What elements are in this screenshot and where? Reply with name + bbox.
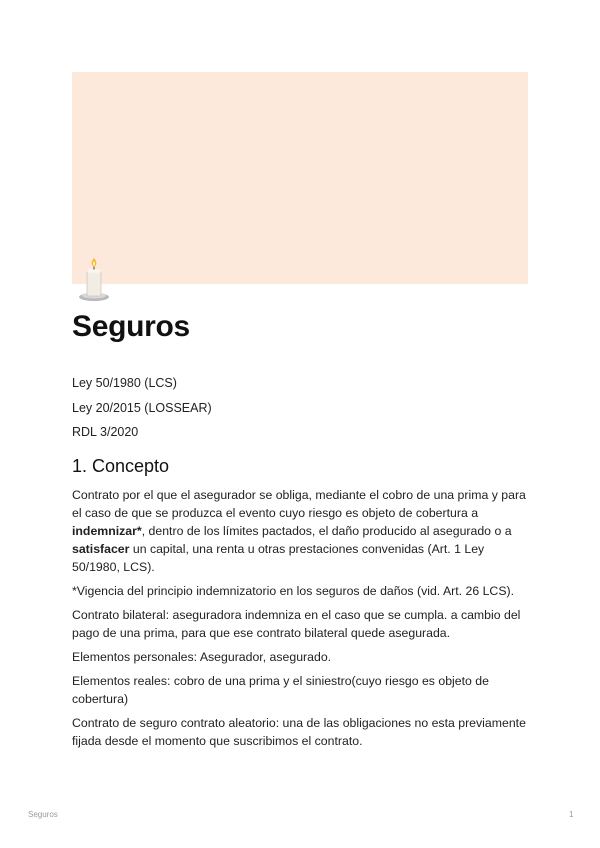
page-title: Seguros	[72, 310, 190, 343]
page-number: 1	[569, 810, 574, 819]
law-item: RDL 3/2020	[72, 425, 139, 439]
laws-list	[72, 374, 212, 448]
paragraph-aleatory: Contrato de seguro contrato aleatorio: una de las obligaciones no esta previamente fijada desde el momento que suscribimos el contrato.	[72, 716, 526, 748]
section-body	[72, 486, 532, 756]
candle-icon	[76, 256, 112, 302]
section-heading: 1. Concepto	[72, 456, 170, 476]
footer-label: Seguros	[28, 810, 58, 819]
cover-banner	[72, 72, 528, 284]
law-item: Ley 20/2015 (LOSSEAR)	[72, 400, 212, 415]
paragraph-real-elements: Elementos reales: cobro de una prima y el siniestro(cuyo riesgo es objeto de cobertura)	[72, 674, 489, 706]
paragraph-footnote: *Vigencia del principio indemnizatorio en los seguros de daños (vid. Art. 26 LCS).	[72, 584, 515, 598]
paragraph-personal-elements: Elementos personales: Asegurador, asegurado.	[72, 650, 332, 664]
paragraph-bilateral: Contrato bilateral: aseguradora indemniza en el caso que se cumpla. a cambio del pago de una prima, para que ese contrato bilateral quede asegurada.	[72, 608, 521, 640]
law-item: Ley 50/1980 (LCS)	[72, 376, 177, 390]
paragraph-definition: Contrato por el que el asegurador se obliga, mediante el cobro de una prima y para el caso de que se produzca el evento cuyo riesgo es objeto de cobertura a indemnizar*, dentro de los límites pactados, el daño producido al asegurado o a satisfacer un capital, una renta u otras prestaciones convenidas (Art. 1 Ley 50/1980, LCS).	[72, 488, 526, 574]
